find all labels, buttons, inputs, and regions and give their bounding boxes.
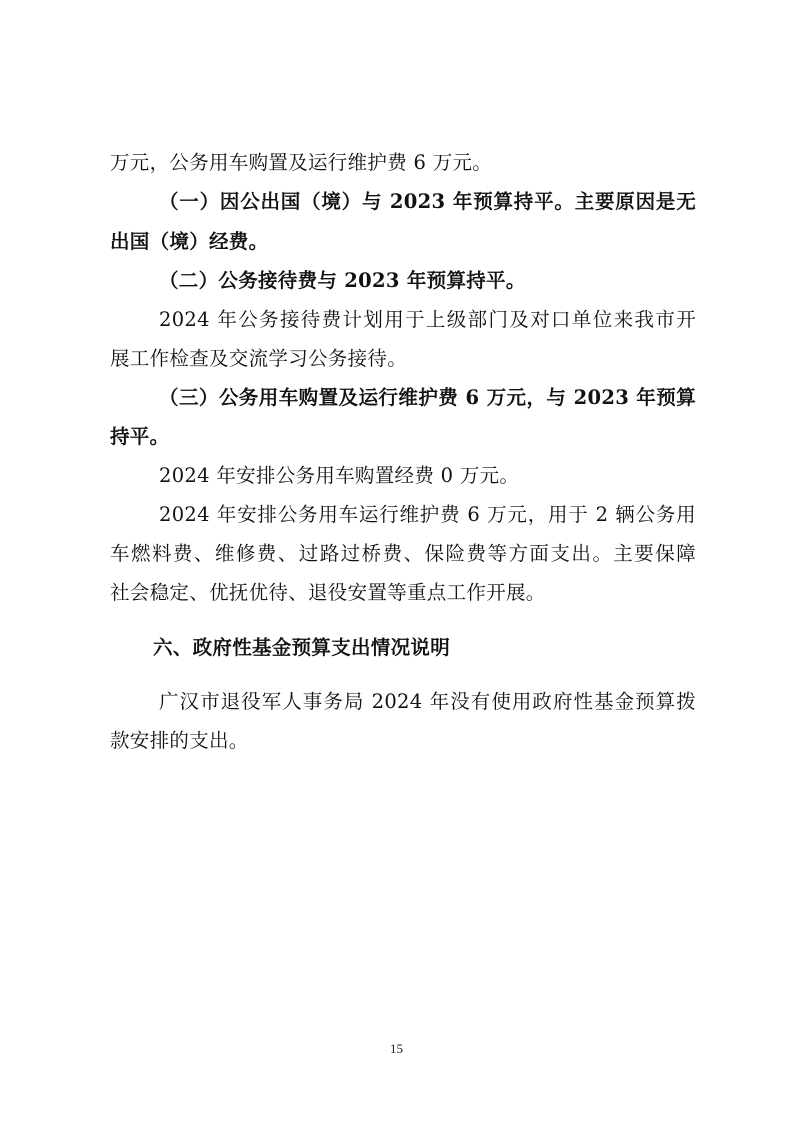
paragraph-line-3: 展工作检查及交流学习公务接待。: [110, 347, 408, 370]
paragraph-line-4: 2024 年安排公务用车购置经费 0 万元。: [159, 464, 520, 487]
section-paragraph-line-2: 款安排的支出。: [110, 729, 249, 752]
section-paragraph-line-1: 广汉市退役军人事务局 2024 年没有使用政府性基金预算拨: [159, 690, 696, 713]
paragraph-line-2: 2024 年公务接待费计划用于上级部门及对口单位来我市开: [159, 308, 696, 331]
subheading-line-4: （三）公务用车购置及运行维护费 6 万元，与 2023 年预算: [159, 386, 696, 409]
paragraph-line-5: 2024 年安排公务用车运行维护费 6 万元，用于 2 辆公务用: [159, 503, 696, 526]
paragraph-line-6: 车燃料费、维修费、过路过桥费、保险费等方面支出。主要保障: [110, 542, 696, 565]
paragraph-line-7: 社会稳定、优抚优待、退役安置等重点工作开展。: [110, 581, 546, 604]
paragraph-line-1: 万元，公务用车购置及运行维护费 6 万元。: [110, 151, 493, 174]
subheading-line-5: 持平。: [110, 425, 170, 448]
section-heading: 六、政府性基金预算支出情况说明: [153, 636, 451, 659]
subheading-line-1: （一）因公出国（境）与 2023 年预算持平。主要原因是无: [159, 190, 696, 213]
page-number: 15: [390, 1041, 403, 1056]
subheading-line-3: （二）公务接待费与 2023 年预算持平。: [159, 269, 526, 292]
subheading-line-2: 出国（境）经费。: [110, 230, 269, 253]
